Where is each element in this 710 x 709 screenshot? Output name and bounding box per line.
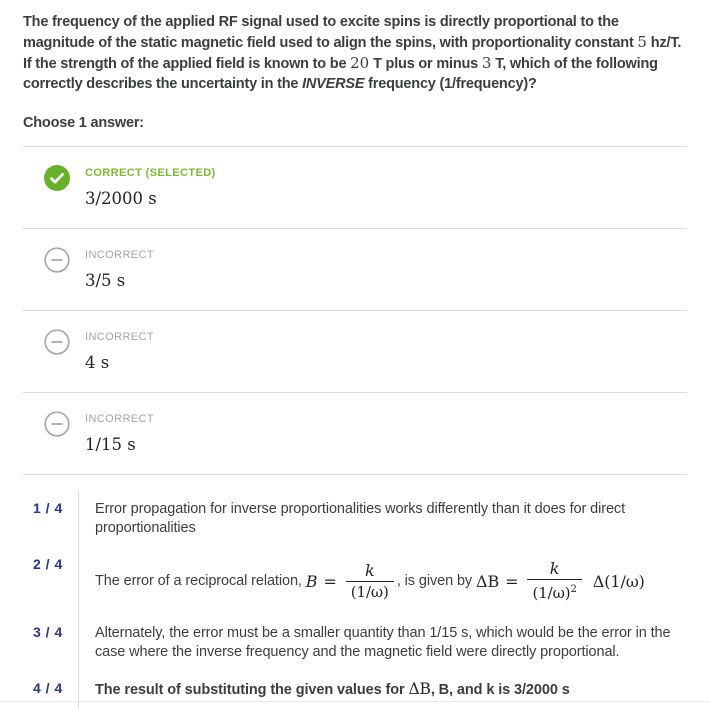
hint-row-1 (23, 491, 687, 547)
hint-step-number: 3 / 4 (33, 624, 63, 640)
math-fraction-1: $\frac{k}{(1/\omega)}$ (346, 562, 394, 601)
question-text (23, 0, 687, 94)
answer-option-incorrect-1[interactable] (23, 228, 687, 310)
hint-step-number: 2 / 4 (33, 556, 63, 572)
minus-circle-icon (44, 329, 70, 355)
option-status-label: INCORRECT (85, 413, 154, 425)
question-math-field: 20 (350, 54, 370, 72)
check-icon (44, 165, 70, 191)
math-delta-term: Δ(1/ω) (592, 571, 645, 591)
math-var-B: B (305, 571, 318, 591)
equation-intro-text: The error of a reciprocal relation, (95, 572, 302, 589)
option-value: 1/15 s (85, 435, 136, 454)
choose-answer-label: Choose 1 answer: (23, 115, 144, 131)
hint-row-3 (23, 615, 687, 671)
math-var-deltaB: ΔB (408, 680, 431, 698)
option-status-label: INCORRECT (85, 249, 154, 261)
option-value: 4 s (85, 353, 110, 372)
question-segment: frequency (1/frequency)? (364, 76, 537, 92)
option-value: 3/2000 s (85, 189, 157, 208)
answer-option-correct[interactable] (23, 146, 687, 228)
hint-text: Alternately, the error must be a smaller quantity than 1/15 s, which would be the error in the case where the inverse frequency and the magnetic field were directly proportional. (78, 615, 687, 671)
question-segment: The frequency of the applied RF signal used to excite spins is directly proportional to the magnitude of the static magnetic field used to align the spins, with proportionality constant (23, 14, 638, 51)
hints-section (23, 491, 687, 709)
equation-mid-text: , is given by (396, 572, 473, 589)
hint-row-2 (23, 547, 687, 615)
math-fraction-2: $\frac{k}{(1/\omega)^2}$ (527, 560, 581, 602)
question-emphasis: INVERSE (302, 76, 365, 92)
math-equals: = (505, 571, 519, 591)
math-equals: = (323, 571, 337, 591)
question-segment: hz/T. If the strength of the applied field is known to be (23, 35, 682, 72)
question-segment: T, which of the following correctly describes the uncertainty in the (23, 56, 658, 92)
answer-option-incorrect-2[interactable] (23, 310, 687, 392)
question-segment: T plus or minus (369, 56, 482, 72)
hint-equation (78, 547, 687, 615)
option-status-label: INCORRECT (85, 331, 154, 343)
hint-result-text: The result of substituting the given values for ΔB, B, and k is 3/2000 s (78, 671, 687, 709)
minus-circle-icon (44, 411, 70, 437)
answer-options (23, 146, 687, 475)
question-math-uncertainty: 3 (481, 54, 492, 72)
hint-row-4 (23, 671, 687, 709)
answer-option-incorrect-3[interactable] (23, 392, 687, 475)
hint-text: Error propagation for inverse proportionalities works differently than it does for direct proportionalities (78, 491, 687, 547)
hint-step-number: 4 / 4 (33, 680, 63, 696)
bottom-divider (0, 701, 710, 702)
math-var-deltaB: ΔB (476, 571, 500, 591)
option-value: 3/5 s (85, 271, 126, 290)
option-status-label: CORRECT (SELECTED) (85, 167, 216, 179)
question-math-constant: 5 (637, 33, 647, 51)
hint-step-number: 1 / 4 (33, 500, 63, 516)
minus-circle-icon (44, 247, 70, 273)
